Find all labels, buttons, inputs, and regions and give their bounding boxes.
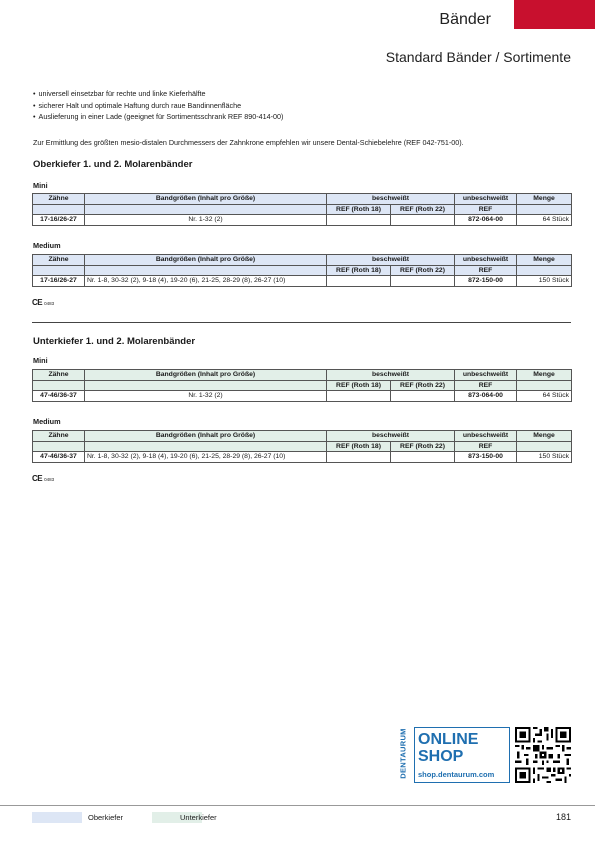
col-bandgroessen: Bandgrößen (Inhalt pro Größe) xyxy=(85,370,327,381)
col-unbeschweisst: unbeschweißt xyxy=(455,194,517,205)
col-menge: Menge xyxy=(517,194,572,205)
page-title: Bänder xyxy=(439,11,491,28)
table-row xyxy=(33,276,572,287)
table-subheader-row xyxy=(33,265,572,276)
size-label-medium: Medium xyxy=(33,241,61,250)
col-unbeschweisst: unbeschweißt xyxy=(455,431,517,442)
col-ref: REF xyxy=(455,265,517,276)
col-ref-roth22: REF (Roth 22) xyxy=(391,441,455,452)
sizes-cell: Nr. 1-8, 30-32 (2), 9-18 (4), 19-20 (6), 21-25, 28-29 (8), 26-27 (10) xyxy=(85,276,327,287)
col-beschweisst: beschweißt xyxy=(327,255,455,266)
ref-cell: 873-150-00 xyxy=(455,452,517,463)
intro-text: Zur Ermittlung des größten mesio-distalen Durchmessers der Zahnkrone empfehlen wir unsere Dental-Schiebelehre (REF 042-751-00). xyxy=(33,138,464,147)
col-ref: REF xyxy=(455,204,517,215)
legend-label-oberkiefer: Oberkiefer xyxy=(88,813,124,822)
col-menge: Menge xyxy=(517,431,572,442)
feature-item: • universell einsetzbar für rechte und linke Kieferhälfte xyxy=(33,88,283,100)
ref-cell: 872-064-00 xyxy=(455,215,517,226)
table-header-row xyxy=(33,431,572,442)
teeth-cell: 47-46/36-37 xyxy=(33,391,85,402)
sizes-cell: Nr. 1-8, 30-32 (2), 9-18 (4), 19-20 (6), 21-25, 28-29 (8), 26-27 (10) xyxy=(85,452,327,463)
col-zaehne: Zähne xyxy=(33,431,85,442)
section-title-oberkiefer: Oberkiefer 1. und 2. Molarenbänder xyxy=(33,159,193,170)
col-unbeschweisst: unbeschweißt xyxy=(455,255,517,266)
teeth-cell: 17-16/26-27 xyxy=(33,215,85,226)
table-header-row xyxy=(33,370,572,381)
section-title-unterkiefer: Unterkiefer 1. und 2. Molarenbänder xyxy=(33,336,196,347)
col-ref-roth22: REF (Roth 22) xyxy=(391,204,455,215)
table-header-row xyxy=(33,255,572,266)
roth22-cell xyxy=(391,391,455,402)
table-row xyxy=(33,391,572,402)
roth18-cell xyxy=(327,276,391,287)
col-ref-roth18: REF (Roth 18) xyxy=(327,441,391,452)
roth22-cell xyxy=(391,215,455,226)
section-color-tab xyxy=(514,0,595,29)
size-label-medium: Medium xyxy=(33,417,61,426)
table-subheader-row xyxy=(33,441,572,452)
feature-item: • sicherer Halt und optimale Haftung durch raue Bandinnenfläche xyxy=(33,100,283,112)
col-unbeschweisst: unbeschweißt xyxy=(455,370,517,381)
col-ref-roth18: REF (Roth 18) xyxy=(327,265,391,276)
size-label-mini: Mini xyxy=(33,181,48,190)
brand-logo: DENTAURUM xyxy=(398,728,408,779)
table-subheader-row xyxy=(33,204,572,215)
col-menge: Menge xyxy=(517,370,572,381)
col-beschweisst: beschweißt xyxy=(327,370,455,381)
feature-list xyxy=(33,88,283,123)
oberkiefer-medium-table xyxy=(32,254,572,287)
feature-item: • Auslieferung in einer Lade (geeignet für Sortimentsschrank REF 890-414-00) xyxy=(33,111,283,123)
roth22-cell xyxy=(391,276,455,287)
col-ref-roth22: REF (Roth 22) xyxy=(391,380,455,391)
roth22-cell xyxy=(391,452,455,463)
ref-cell: 873-064-00 xyxy=(455,391,517,402)
col-bandgroessen: Bandgrößen (Inhalt pro Größe) xyxy=(85,194,327,205)
footer-divider xyxy=(0,805,595,806)
shop-url-link[interactable]: shop.dentaurum.com xyxy=(418,770,495,779)
online-shop-banner[interactable] xyxy=(400,727,510,783)
roth18-cell xyxy=(327,391,391,402)
qty-cell: 64 Stück xyxy=(517,215,572,226)
col-bandgroessen: Bandgrößen (Inhalt pro Größe) xyxy=(85,255,327,266)
ce-mark: CE 0483 xyxy=(32,474,55,483)
table-row xyxy=(33,215,572,226)
table-subheader-row xyxy=(33,380,572,391)
col-ref: REF xyxy=(455,380,517,391)
section-divider xyxy=(32,322,571,323)
qty-cell: 64 Stück xyxy=(517,391,572,402)
page-subtitle: Standard Bänder / Sortimente xyxy=(385,49,571,65)
col-ref-roth18: REF (Roth 18) xyxy=(327,380,391,391)
table-row xyxy=(33,452,572,463)
col-zaehne: Zähne xyxy=(33,255,85,266)
col-beschweisst: beschweißt xyxy=(327,194,455,205)
shop-box xyxy=(414,727,510,783)
shop-title-line1: ONLINE xyxy=(418,731,479,748)
page-number: 181 xyxy=(555,812,571,822)
oberkiefer-mini-table xyxy=(32,193,572,226)
table-header-row xyxy=(33,194,572,205)
unterkiefer-medium-table xyxy=(32,430,572,463)
ref-cell: 872-150-00 xyxy=(455,276,517,287)
size-label-mini: Mini xyxy=(33,356,48,365)
col-bandgroessen: Bandgrößen (Inhalt pro Größe) xyxy=(85,431,327,442)
legend-label-unterkiefer: Unterkiefer xyxy=(180,813,217,822)
ce-mark: CE 0483 xyxy=(32,298,55,307)
sizes-cell: Nr. 1-32 (2) xyxy=(85,215,327,226)
col-menge: Menge xyxy=(517,255,572,266)
col-zaehne: Zähne xyxy=(33,194,85,205)
shop-title-line2: SHOP xyxy=(418,748,464,765)
qty-cell: 150 Stück xyxy=(517,276,572,287)
col-beschweisst: beschweißt xyxy=(327,431,455,442)
legend-swatch-oberkiefer xyxy=(32,812,82,823)
roth18-cell xyxy=(327,215,391,226)
col-zaehne: Zähne xyxy=(33,370,85,381)
col-ref-roth18: REF (Roth 18) xyxy=(327,204,391,215)
teeth-cell: 47-46/36-37 xyxy=(33,452,85,463)
col-ref: REF xyxy=(455,441,517,452)
unterkiefer-mini-table xyxy=(32,369,572,402)
qty-cell: 150 Stück xyxy=(517,452,572,463)
qr-code-icon[interactable] xyxy=(515,727,571,783)
roth18-cell xyxy=(327,452,391,463)
teeth-cell: 17-16/26-27 xyxy=(33,276,85,287)
sizes-cell: Nr. 1-32 (2) xyxy=(85,391,327,402)
col-ref-roth22: REF (Roth 22) xyxy=(391,265,455,276)
